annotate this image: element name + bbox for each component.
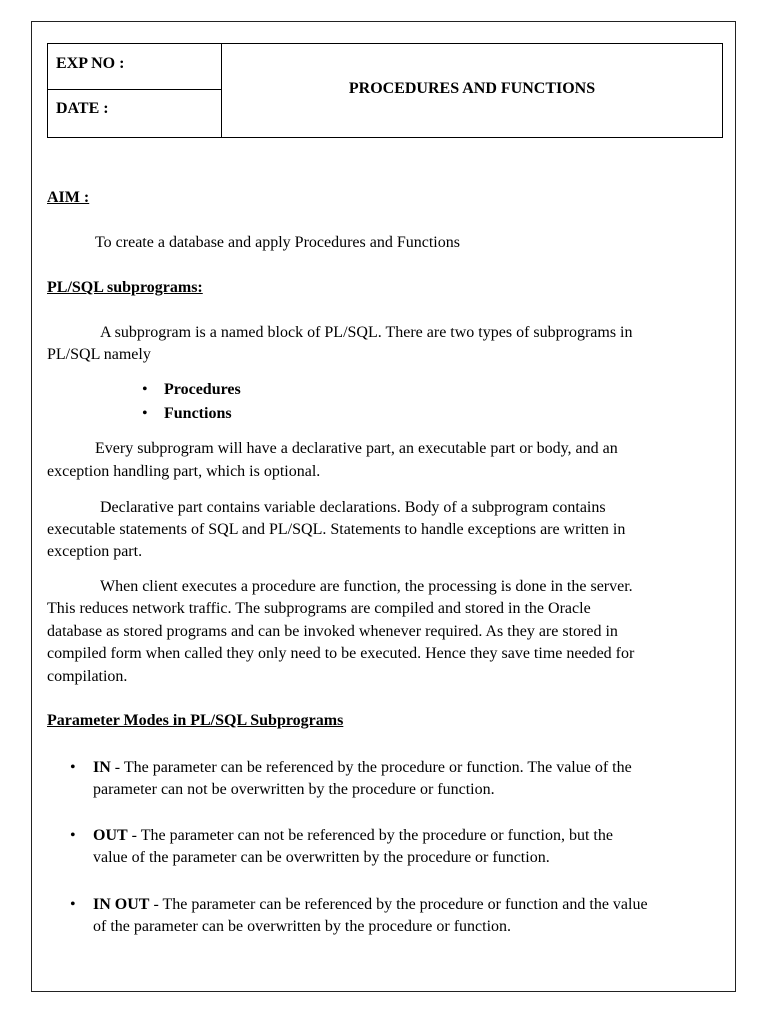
para3-line5: compilation. bbox=[47, 668, 128, 685]
bullet-icon: • bbox=[142, 405, 148, 422]
mode-in-term: IN bbox=[93, 759, 111, 776]
list-item-procedures: Procedures bbox=[164, 381, 241, 398]
exp-no-label: EXP NO : bbox=[48, 44, 221, 90]
mode-inout-line1 bbox=[93, 894, 648, 917]
aim-heading: AIM : bbox=[47, 189, 90, 206]
list-item-functions: Functions bbox=[164, 405, 232, 422]
para2-line1: Declarative part contains variable declarations. Body of a subprogram contains bbox=[100, 499, 606, 516]
aim-text: To create a database and apply Procedures and Functions bbox=[95, 234, 460, 251]
bullet-icon: • bbox=[70, 759, 76, 776]
para3-line3: database as stored programs and can be invoked whenever required. As they are stored in bbox=[47, 623, 618, 640]
para3-line4: compiled form when called they only need to be executed. Hence they save time needed for bbox=[47, 645, 635, 662]
mode-inout-term: IN OUT bbox=[93, 896, 150, 913]
modes-heading: Parameter Modes in PL/SQL Subprograms bbox=[47, 712, 344, 729]
mode-in-line1 bbox=[93, 757, 632, 780]
mode-out-desc: - The parameter can not be referenced by the procedure or function, but the bbox=[127, 827, 613, 844]
mode-in-line2: parameter can not be overwritten by the procedure or function. bbox=[93, 781, 495, 798]
bullet-icon: • bbox=[70, 827, 76, 844]
mode-inout-line2: of the parameter can be overwritten by the procedure or function. bbox=[93, 918, 512, 935]
mode-out-line2: value of the parameter can be overwritten by the procedure or function. bbox=[93, 849, 550, 866]
date-label: DATE : bbox=[56, 100, 109, 117]
header-left-column bbox=[48, 44, 222, 137]
para1-line1: Every subprogram will have a declarative part, an executable part or body, and an bbox=[95, 440, 618, 457]
para3-line1: When client executes a procedure are function, the processing is done in the server. bbox=[100, 578, 633, 595]
para2-line3: exception part. bbox=[47, 543, 143, 560]
subprograms-intro-line1: A subprogram is a named block of PL/SQL. There are two types of subprograms in bbox=[100, 324, 633, 341]
header-table bbox=[47, 43, 723, 138]
subprograms-intro-line2: PL/SQL namely bbox=[47, 346, 151, 363]
mode-out-term: OUT bbox=[93, 827, 128, 844]
para1-line2: exception handling part, which is optional. bbox=[47, 463, 321, 480]
mode-out-line1 bbox=[93, 825, 613, 848]
para2-line2: executable statements of SQL and PL/SQL. Statements to handle exceptions are written in bbox=[47, 521, 626, 538]
para3-line2: This reduces network traffic. The subprograms are compiled and stored in the Oracle bbox=[47, 600, 591, 617]
subprograms-heading: PL/SQL subprograms: bbox=[47, 279, 203, 296]
page-title: PROCEDURES AND FUNCTIONS bbox=[348, 79, 596, 97]
bullet-icon: • bbox=[142, 381, 148, 398]
mode-inout-desc: - The parameter can be referenced by the procedure or function and the value bbox=[149, 896, 648, 913]
bullet-icon: • bbox=[70, 896, 76, 913]
mode-in-desc: - The parameter can be referenced by the procedure or function. The value of the bbox=[110, 759, 632, 776]
